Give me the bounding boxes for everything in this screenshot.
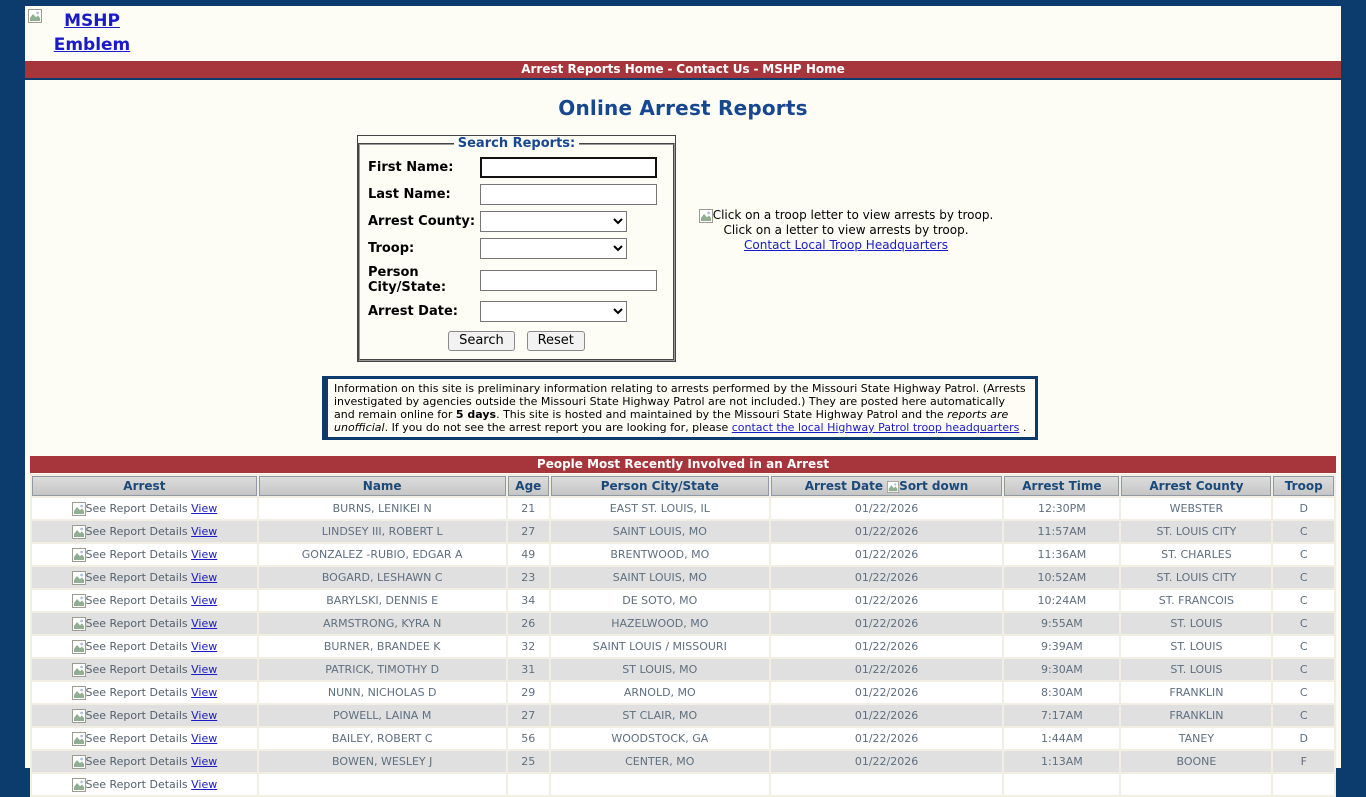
report-details-icon: [72, 755, 86, 769]
table-row: [32, 751, 1334, 772]
view-report-link[interactable]: View: [191, 547, 218, 561]
name-cell: BARYLSKI, DENNIS E: [259, 590, 506, 611]
view-report-link[interactable]: View: [191, 731, 218, 745]
see-report-details-text: See Report Details: [85, 708, 188, 722]
table-row: [32, 636, 1334, 657]
time-cell: 1:44AM: [1004, 728, 1119, 749]
city-cell: WOODSTOCK, GA: [551, 728, 769, 749]
report-details-icon: [72, 502, 86, 516]
date-cell: 01/22/2026: [771, 521, 1003, 542]
age-cell: 25: [508, 751, 549, 772]
report-details-icon: [72, 548, 86, 562]
county-cell: FRANKLIN: [1121, 682, 1271, 703]
table-header-row: [32, 476, 1334, 496]
see-report-details-text: See Report Details: [85, 754, 188, 768]
disclaimer-bold: 5 days: [455, 408, 497, 421]
see-report-details-text: See Report Details: [85, 731, 188, 745]
report-details-icon: [72, 709, 86, 723]
top-nav: [25, 61, 1341, 80]
table-row: [32, 544, 1334, 565]
arrest-cell: [32, 659, 257, 680]
date-cell: 01/22/2026: [771, 544, 1003, 565]
date-cell: 01/22/2026: [771, 590, 1003, 611]
search-form-legend: Search Reports:: [457, 136, 576, 151]
report-details-icon: [72, 640, 86, 654]
troop-cell: F: [1273, 751, 1334, 772]
county-cell: ST. LOUIS: [1121, 613, 1271, 634]
report-details-icon: [72, 571, 86, 585]
time-cell: 11:57AM: [1004, 521, 1119, 542]
county-cell: ST. LOUIS: [1121, 636, 1271, 657]
page-header: [25, 6, 1341, 61]
time-cell: 8:30AM: [1004, 682, 1119, 703]
sort-down-alt-text: Sort down: [899, 479, 969, 493]
time-cell: 1:13AM: [1004, 751, 1119, 772]
county-cell: ST. LOUIS: [1121, 659, 1271, 680]
disclaimer-box: [322, 376, 1038, 440]
nav-contact-us[interactable]: Contact Us: [676, 62, 750, 76]
sort-down-icon[interactable]: [887, 481, 899, 493]
name-cell: BOWEN, WESLEY J: [259, 751, 506, 772]
col-header-arrest-date[interactable]: [771, 476, 1003, 496]
name-cell: BOGARD, LESHAWN C: [259, 567, 506, 588]
first-name-input[interactable]: [480, 157, 657, 178]
troop-headquarters-link[interactable]: contact the local Highway Patrol troop headquarters: [731, 421, 1020, 434]
view-report-link[interactable]: View: [191, 777, 218, 791]
date-cell: 01/22/2026: [771, 728, 1003, 749]
search-button[interactable]: Search: [448, 331, 515, 351]
see-report-details-text: See Report Details: [85, 639, 188, 653]
arrests-section: [30, 456, 1336, 797]
troop-select[interactable]: [480, 238, 627, 259]
troop-label: Troop:: [368, 241, 415, 256]
arrest-cell: [32, 590, 257, 611]
col-header-county: Arrest County: [1121, 476, 1271, 496]
name-cell: NUNN, NICHOLAS D: [259, 682, 506, 703]
person-city-label: Person City/State:: [368, 265, 447, 295]
time-cell: 11:36AM: [1004, 544, 1119, 565]
arrest-cell: [32, 774, 257, 795]
col-header-troop: Troop: [1273, 476, 1334, 496]
time-cell: [1004, 774, 1119, 795]
disclaimer-text-1: Information on this site is preliminary information relating to arrests performed by the Missouri State Highway Patrol. (Arrests investigated by agencies outside the Missouri State Highway Patrol are not included.) They are posted here automatically and remain online for: [334, 382, 1026, 421]
troop-cell: C: [1273, 659, 1334, 680]
arrest-date-label: Arrest Date:: [368, 304, 458, 319]
name-cell: GONZALEZ -RUBIO, EDGAR A: [259, 544, 506, 565]
arrest-cell: [32, 567, 257, 588]
middle-section: [25, 136, 1341, 354]
age-cell: 34: [508, 590, 549, 611]
view-report-link[interactable]: View: [191, 685, 218, 699]
city-cell: [551, 774, 769, 795]
broken-image-icon: [28, 9, 42, 23]
nav-separator: -: [667, 62, 673, 76]
view-report-link[interactable]: View: [191, 593, 218, 607]
report-details-icon: [72, 663, 86, 677]
date-cell: 01/22/2026: [771, 705, 1003, 726]
county-cell: ST. CHARLES: [1121, 544, 1271, 565]
age-cell: 27: [508, 521, 549, 542]
report-details-icon: [72, 778, 86, 792]
col-header-city: Person City/State: [551, 476, 769, 496]
name-cell: PATRICK, TIMOTHY D: [259, 659, 506, 680]
last-name-label: Last Name:: [368, 187, 451, 202]
nav-separator: -: [753, 62, 759, 76]
troop-cell: C: [1273, 613, 1334, 634]
age-cell: 23: [508, 567, 549, 588]
see-report-details-text: See Report Details: [85, 777, 188, 791]
troop-info-line2: Click on a letter to view arrests by troop.: [723, 223, 969, 237]
troop-info: [670, 208, 1022, 253]
troop-cell: C: [1273, 682, 1334, 703]
view-report-link[interactable]: View: [191, 570, 218, 584]
time-cell: 10:52AM: [1004, 567, 1119, 588]
time-cell: 9:55AM: [1004, 613, 1119, 634]
report-details-icon: [72, 594, 86, 608]
table-row: [32, 521, 1334, 542]
arrest-cell: [32, 544, 257, 565]
table-row: [32, 774, 1334, 795]
arrest-cell: [32, 705, 257, 726]
troop-cell: C: [1273, 636, 1334, 657]
disclaimer-text-2: . This site is hosted and maintained by the Missouri State Highway Patrol and the: [496, 408, 948, 421]
troop-cell: [1273, 774, 1334, 795]
troop-cell: C: [1273, 544, 1334, 565]
name-cell: ARMSTRONG, KYRA N: [259, 613, 506, 634]
table-row: [32, 590, 1334, 611]
arrest-cell: [32, 728, 257, 749]
date-cell: [771, 774, 1003, 795]
age-cell: 56: [508, 728, 549, 749]
reset-button[interactable]: Reset: [527, 331, 585, 351]
county-cell: WEBSTER: [1121, 498, 1271, 519]
city-cell: SAINT LOUIS, MO: [551, 521, 769, 542]
troop-cell: C: [1273, 705, 1334, 726]
col-header-name: Name: [259, 476, 506, 496]
age-cell: 26: [508, 613, 549, 634]
view-report-link[interactable]: View: [191, 616, 218, 630]
table-row: [32, 705, 1334, 726]
age-cell: 27: [508, 705, 549, 726]
county-cell: FRANKLIN: [1121, 705, 1271, 726]
date-cell: 01/22/2026: [771, 498, 1003, 519]
county-cell: ST. FRANCOIS: [1121, 590, 1271, 611]
see-report-details-text: See Report Details: [85, 616, 188, 630]
city-cell: CENTER, MO: [551, 751, 769, 772]
date-cell: 01/22/2026: [771, 659, 1003, 680]
county-cell: [1121, 774, 1271, 795]
name-cell: [259, 774, 506, 795]
date-cell: 01/22/2026: [771, 682, 1003, 703]
col-header-age: Age: [508, 476, 549, 496]
date-cell: 01/22/2026: [771, 613, 1003, 634]
arrests-table: [30, 474, 1336, 797]
report-details-icon: [72, 617, 86, 631]
see-report-details-text: See Report Details: [85, 685, 188, 699]
city-cell: DE SOTO, MO: [551, 590, 769, 611]
time-cell: 9:30AM: [1004, 659, 1119, 680]
time-cell: 10:24AM: [1004, 590, 1119, 611]
person-city-input[interactable]: [480, 270, 657, 291]
disclaimer-text-3: . If you do not see the arrest report you are looking for, please: [384, 421, 732, 434]
arrest-date-select[interactable]: [480, 301, 627, 322]
search-reports-form: [358, 136, 675, 361]
city-cell: EAST ST. LOUIS, IL: [551, 498, 769, 519]
troop-cell: C: [1273, 590, 1334, 611]
view-report-link[interactable]: View: [191, 524, 218, 538]
age-cell: 29: [508, 682, 549, 703]
troop-map-alt-text: Click on a troop letter to view arrests by troop.: [712, 208, 994, 222]
first-name-label: First Name:: [368, 160, 454, 175]
table-row: [32, 682, 1334, 703]
troop-cell: C: [1273, 567, 1334, 588]
table-row: [32, 659, 1334, 680]
disclaimer-italic: reports are unofficial: [334, 408, 1009, 434]
name-cell: LINDSEY III, ROBERT L: [259, 521, 506, 542]
name-cell: BURNS, LENIKEI N: [259, 498, 506, 519]
nav-mshp-home[interactable]: MSHP Home: [762, 62, 845, 76]
see-report-details-text: See Report Details: [85, 570, 188, 584]
city-cell: ST LOUIS, MO: [551, 659, 769, 680]
city-cell: HAZELWOOD, MO: [551, 613, 769, 634]
arrest-cell: [32, 498, 257, 519]
table-title-bar: People Most Recently Involved in an Arrest: [30, 456, 1336, 473]
view-report-link[interactable]: View: [191, 708, 218, 722]
page-title: Online Arrest Reports: [558, 96, 808, 120]
table-row: [32, 498, 1334, 519]
report-details-icon: [72, 686, 86, 700]
city-cell: BRENTWOOD, MO: [551, 544, 769, 565]
arrest-date-header-label: Arrest Date: [804, 479, 883, 493]
view-report-link[interactable]: View: [191, 639, 218, 653]
broken-troop-map-icon: [699, 209, 713, 223]
county-cell: TANEY: [1121, 728, 1271, 749]
arrest-cell: [32, 636, 257, 657]
city-cell: SAINT LOUIS / MISSOURI: [551, 636, 769, 657]
city-cell: SAINT LOUIS, MO: [551, 567, 769, 588]
date-cell: 01/22/2026: [771, 636, 1003, 657]
city-cell: ST CLAIR, MO: [551, 705, 769, 726]
time-cell: 12:30PM: [1004, 498, 1119, 519]
view-report-link[interactable]: View: [191, 754, 218, 768]
last-name-input[interactable]: [480, 184, 657, 205]
table-row: [32, 728, 1334, 749]
age-cell: 32: [508, 636, 549, 657]
table-row: [32, 613, 1334, 634]
age-cell: 49: [508, 544, 549, 565]
see-report-details-text: See Report Details: [85, 593, 188, 607]
arrest-table-body: [32, 498, 1334, 795]
troop-cell: D: [1273, 728, 1334, 749]
county-cell: ST. LOUIS CITY: [1121, 567, 1271, 588]
arrest-cell: [32, 521, 257, 542]
col-header-arrest: Arrest: [32, 476, 257, 496]
view-report-link[interactable]: View: [191, 501, 218, 515]
table-row: [32, 567, 1334, 588]
county-cell: BOONE: [1121, 751, 1271, 772]
contact-local-troop-link[interactable]: Contact Local Troop Headquarters: [744, 238, 948, 252]
age-cell: 21: [508, 498, 549, 519]
arrest-cell: [32, 751, 257, 772]
arrest-cell: [32, 613, 257, 634]
disclaimer-text-4: .: [1019, 421, 1027, 434]
date-cell: 01/22/2026: [771, 567, 1003, 588]
arrest-county-select[interactable]: [480, 211, 627, 232]
mshp-emblem-link[interactable]: MSHP Emblem: [53, 11, 131, 55]
see-report-details-text: See Report Details: [85, 524, 188, 538]
page: [25, 6, 1341, 791]
troop-cell: D: [1273, 498, 1334, 519]
see-report-details-text: See Report Details: [85, 501, 188, 515]
troop-cell: C: [1273, 521, 1334, 542]
name-cell: POWELL, LAINA M: [259, 705, 506, 726]
city-cell: ARNOLD, MO: [551, 682, 769, 703]
col-header-time: Arrest Time: [1004, 476, 1119, 496]
nav-arrest-reports-home[interactable]: Arrest Reports Home: [521, 62, 664, 76]
report-details-icon: [72, 732, 86, 746]
name-cell: BAILEY, ROBERT C: [259, 728, 506, 749]
name-cell: BURNER, BRANDEE K: [259, 636, 506, 657]
time-cell: 7:17AM: [1004, 705, 1119, 726]
county-cell: ST. LOUIS CITY: [1121, 521, 1271, 542]
arrest-cell: [32, 682, 257, 703]
arrest-county-label: Arrest County:: [368, 214, 476, 229]
age-cell: [508, 774, 549, 795]
view-report-link[interactable]: View: [191, 662, 218, 676]
see-report-details-text: See Report Details: [85, 662, 188, 676]
time-cell: 9:39AM: [1004, 636, 1119, 657]
report-details-icon: [72, 525, 86, 539]
date-cell: 01/22/2026: [771, 751, 1003, 772]
age-cell: 31: [508, 659, 549, 680]
see-report-details-text: See Report Details: [85, 547, 188, 561]
